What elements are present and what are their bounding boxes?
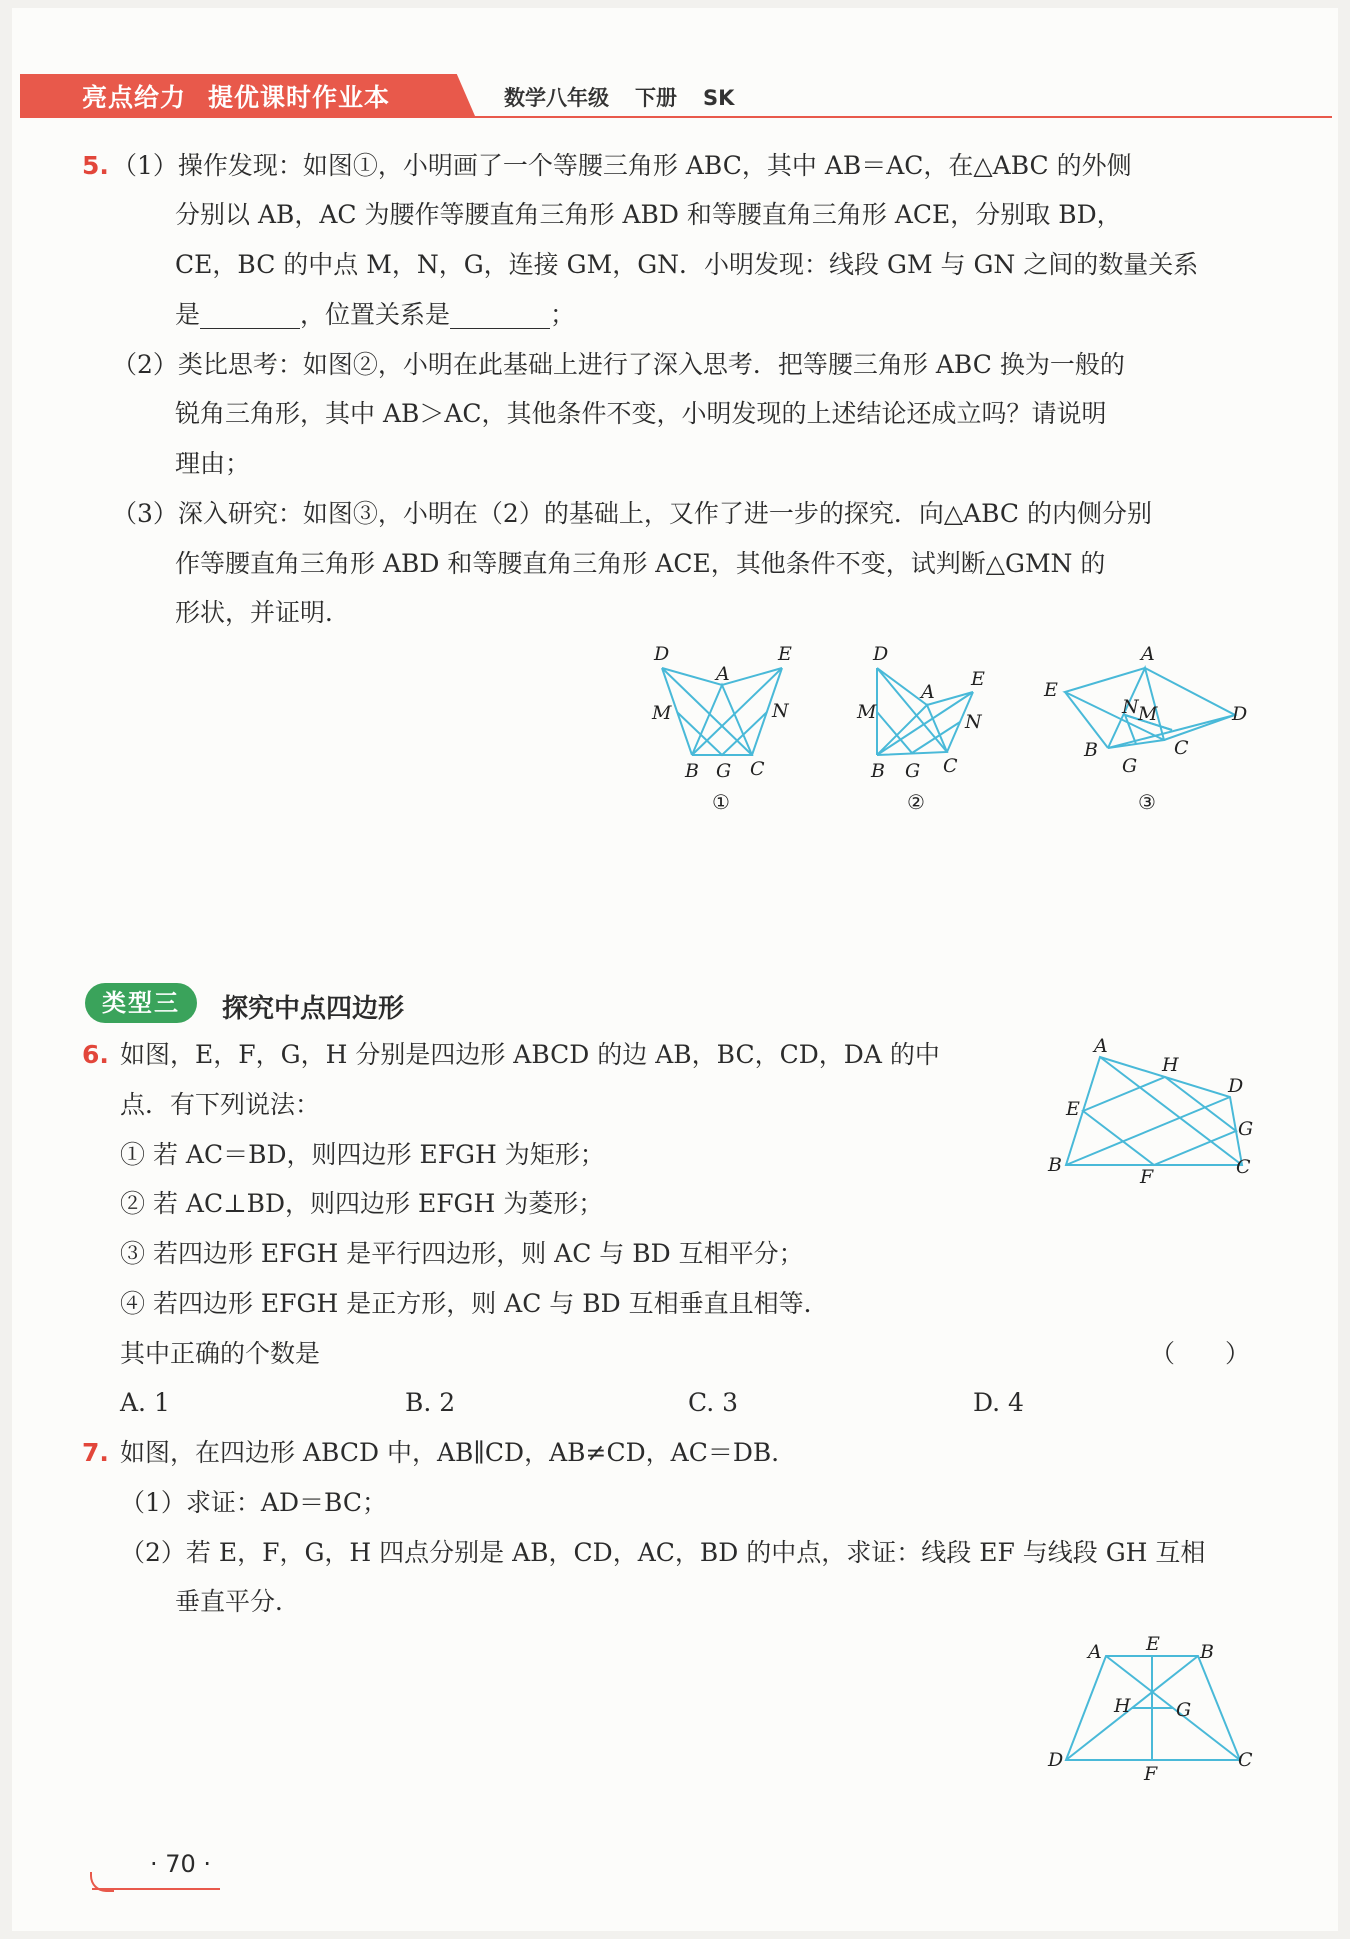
q6-statement-2: ② 若 AC⊥BD，则四边形 EFGH 为菱形； bbox=[120, 1189, 604, 1218]
q5-figure-1 bbox=[650, 640, 792, 814]
q5-line-3: CE，BC 的中点 M，N，G，连接 GM，GN．小明发现：线段 GM 与 GN 之间的数量关系 bbox=[175, 250, 1199, 279]
fig3-edge-ad-dc bbox=[1145, 668, 1235, 740]
q6-figure bbox=[1040, 1035, 1254, 1188]
section-badge: 类型三 bbox=[85, 983, 197, 1023]
q6-label-h: H bbox=[1162, 1054, 1179, 1076]
fig3-label-c: C bbox=[1174, 737, 1189, 759]
q7-label-f: F bbox=[1144, 1763, 1158, 1785]
q5-line-9: 作等腰直角三角形 ABD 和等腰直角三角形 ACE，其他条件不变，试判断△GMN 的 bbox=[175, 549, 1106, 578]
q6-option-b: B. 2 bbox=[405, 1388, 456, 1417]
q6-label-d: D bbox=[1228, 1075, 1244, 1097]
q6-label-e: E bbox=[1066, 1098, 1080, 1120]
q7-figure bbox=[1040, 1630, 1253, 1785]
q6-statement-4: ④ 若四边形 EFGH 是正方形，则 AC 与 BD 互相垂直且相等． bbox=[120, 1289, 829, 1318]
q6-line-1: 如图，E，F，G，H 分别是四边形 ABCD 的边 AB，BC，CD，DA 的中 bbox=[120, 1040, 940, 1069]
fig1-label-d: D bbox=[654, 643, 670, 665]
page-number: · 70 · bbox=[150, 1850, 212, 1878]
q5-line-1: （1）操作发现：如图①，小明画了一个等腰三角形 ABC，其中 AB＝AC，在△ABC 的外侧 bbox=[112, 151, 1132, 180]
fig2-label-e: E bbox=[971, 668, 985, 690]
fig1-caption: ① bbox=[712, 790, 730, 814]
fig2-caption: ② bbox=[907, 790, 925, 814]
q6-quad-efgh bbox=[1083, 1077, 1236, 1165]
fig1-label-e: E bbox=[778, 643, 792, 665]
q6-option-c: C. 3 bbox=[688, 1388, 739, 1417]
fig2-label-d: D bbox=[873, 643, 889, 665]
q6-label-b: B bbox=[1048, 1154, 1062, 1176]
q6-label-f: F bbox=[1140, 1166, 1154, 1188]
fig1-label-m: M bbox=[652, 702, 672, 724]
fig3-label-e: E bbox=[1044, 679, 1058, 701]
fig2-label-m: M bbox=[857, 701, 877, 723]
fig3-label-m: M bbox=[1138, 703, 1158, 725]
fig3-label-b: B bbox=[1084, 739, 1098, 761]
q7-line-1: 如图，在四边形 ABCD 中，AB∥CD，AB≠CD，AC＝DB． bbox=[120, 1438, 797, 1467]
q7-line-3: （2）若 E，F，G，H 四点分别是 AB，CD，AC，BD 的中点，求证：线段 EF 与线段 GH 互相 bbox=[120, 1538, 1206, 1567]
fig1-triangle-abc bbox=[692, 685, 752, 755]
q7-line-4: 垂直平分． bbox=[175, 1587, 301, 1616]
q6-quad-abcd bbox=[1066, 1057, 1242, 1165]
fig2-line-cd bbox=[877, 668, 947, 752]
q6-label-a: A bbox=[1094, 1035, 1108, 1057]
volume: 下册 bbox=[635, 86, 677, 110]
fig3-label-g: G bbox=[1122, 755, 1138, 777]
q6-number: 6. bbox=[82, 1040, 109, 1069]
q7-label-b: B bbox=[1200, 1641, 1214, 1663]
q7-label-a: A bbox=[1088, 1641, 1102, 1663]
q6-ask: 其中正确的个数是 bbox=[120, 1339, 321, 1368]
page-number-rule bbox=[92, 1888, 220, 1890]
fig2-label-b: B bbox=[871, 760, 885, 782]
q7-label-g: G bbox=[1176, 1699, 1192, 1721]
fig2-label-n: N bbox=[965, 711, 982, 733]
q6-label-g: G bbox=[1238, 1118, 1254, 1140]
q7-line-2: （1）求证：AD＝BC； bbox=[120, 1488, 387, 1517]
fig2-label-c: C bbox=[943, 755, 958, 777]
q6-label-c: C bbox=[1236, 1156, 1251, 1178]
fig2-label-g: G bbox=[905, 760, 921, 782]
header-rule bbox=[20, 116, 1332, 118]
q6-option-a: A. 1 bbox=[120, 1388, 170, 1417]
book-subtitle bbox=[504, 82, 760, 112]
q5-figure-3 bbox=[1040, 640, 1248, 814]
q5-number: 5. bbox=[82, 151, 109, 180]
q5-line-5: （2）类比思考：如图②，小明在此基础上进行了深入思考．把等腰三角形 ABC 换为一般的 bbox=[112, 350, 1125, 379]
q7-label-e: E bbox=[1146, 1633, 1160, 1655]
q5-line-8: （3）深入研究：如图③，小明在（2）的基础上，又作了进一步的探究．向△ABC 的内侧分别 bbox=[112, 499, 1153, 528]
section-title: 探究中点四边形 bbox=[222, 994, 405, 1024]
q7-label-d: D bbox=[1048, 1749, 1064, 1771]
q5-line-4: 是________，位置关系是________； bbox=[175, 300, 576, 329]
fig3-caption: ③ bbox=[1138, 790, 1156, 814]
fig3-label-d: D bbox=[1232, 703, 1248, 725]
q7-label-h: H bbox=[1114, 1695, 1131, 1717]
fig2-label-a: A bbox=[921, 681, 935, 703]
q7-number: 7. bbox=[82, 1438, 109, 1467]
q7-label-c: C bbox=[1238, 1749, 1253, 1771]
fig3-label-n: N bbox=[1122, 696, 1139, 718]
q6-line-2: 点．有下列说法： bbox=[120, 1090, 321, 1119]
q6-option-d: D. 4 bbox=[973, 1388, 1024, 1417]
subject: 数学八年级 bbox=[504, 86, 609, 110]
q5-line-2: 分别以 AB，AC 为腰作等腰直角三角形 ABD 和等腰直角三角形 ACE，分别取 BD， bbox=[175, 200, 1122, 229]
book-title bbox=[82, 78, 412, 114]
q5-figure-2 bbox=[857, 640, 1005, 814]
q6-answer-blank: （ ） bbox=[1150, 1339, 1251, 1368]
q6-statement-1: ① 若 AC＝BD，则四边形 EFGH 为矩形； bbox=[120, 1140, 605, 1169]
q6-statement-3: ③ 若四边形 EFGH 是平行四边形，则 AC 与 BD 互相平分； bbox=[120, 1239, 804, 1268]
fig1-label-b: B bbox=[685, 760, 699, 782]
fig1-label-n: N bbox=[772, 700, 789, 722]
edition: SK bbox=[703, 86, 735, 110]
fig1-label-c: C bbox=[750, 758, 765, 780]
book-title-a: 亮点给力 bbox=[82, 83, 187, 112]
q5-line-10: 形状，并证明． bbox=[175, 598, 351, 627]
fig3-label-a: A bbox=[1141, 643, 1155, 665]
fig1-label-a: A bbox=[716, 663, 730, 685]
q5-line-7: 理由； bbox=[175, 449, 251, 478]
fig1-label-g: G bbox=[716, 760, 732, 782]
book-title-b: 提优课时作业本 bbox=[208, 83, 391, 112]
q5-line-6: 锐角三角形，其中 AB＞AC，其他条件不变，小明发现的上述结论还成立吗？请说明 bbox=[175, 399, 1107, 428]
